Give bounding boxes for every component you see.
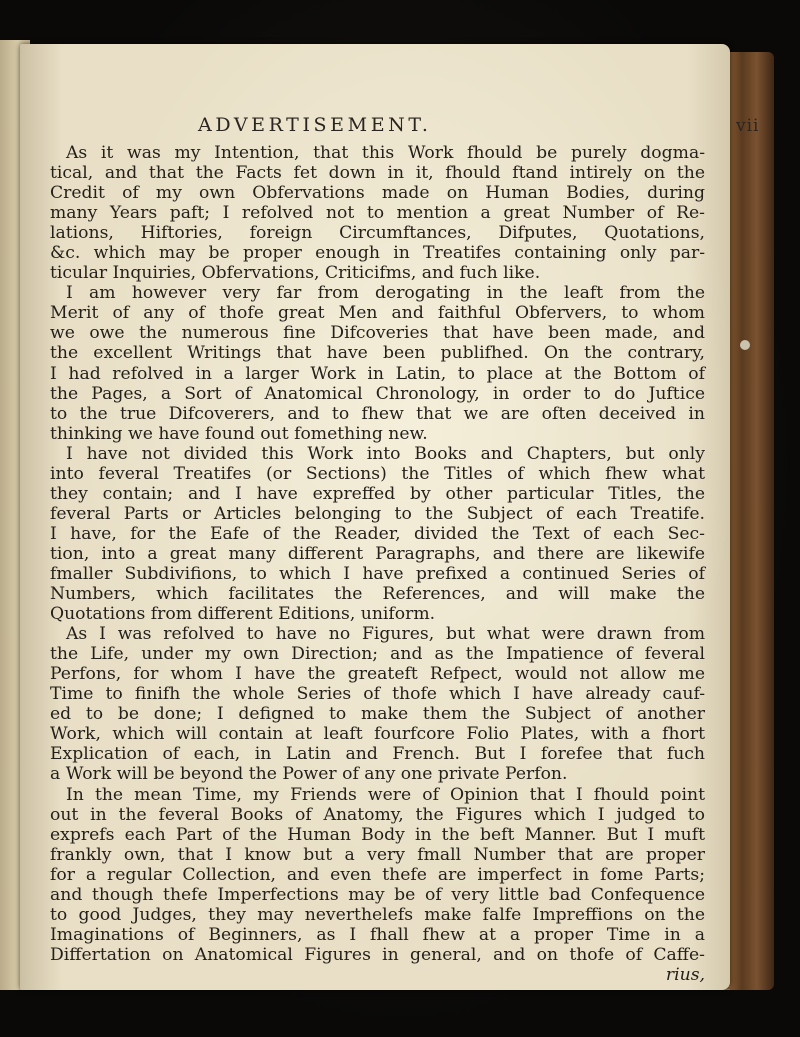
text-line: Perfons, for whom I have the greateft Refpect, would not allow me: [50, 664, 705, 685]
text-line: I have not divided this Work into Books and Chapters, but only: [66, 443, 705, 464]
text-line: to good Judges, they may neverthelefs make falfe Impreffions on the: [50, 904, 705, 925]
text-line: Work, which will contain at leaft fourfcore Folio Plates, with a fhort: [50, 724, 705, 745]
text-line: I had refolved in a larger Work in Latin, to place at the Bottom of: [50, 363, 705, 384]
text-line: the Life, under my own Direction; and as the Impatience of feveral: [50, 644, 705, 665]
text-line: the Pages, a Sort of Anatomical Chronology, in order to do Juftice: [50, 383, 705, 404]
text-line: In the mean Time, my Friends were of Opinion that I fhould point: [66, 784, 705, 805]
text-line: &c. which may be proper enough in Treatifes containing only par-: [50, 243, 705, 264]
text-line: and though thefe Imperfections may be of very little bad Confequence: [50, 884, 705, 905]
text-line: feveral Parts or Articles belonging to the Subject of each Treatife.: [50, 503, 705, 524]
text-line: we owe the numerous fine Difcoveries that have been made, and: [50, 323, 705, 344]
text-line: Differtation on Anatomical Figures in general, and on thofe of Caffe-: [50, 944, 705, 965]
text-line: out in the feveral Books of Anatomy, the Figures which I judged to: [50, 804, 705, 825]
text-line: Merit of any of thofe great Men and faithful Obfervers, to whom: [50, 303, 705, 324]
text-line: Credit of my own Obfervations made on Human Bodies, during: [50, 183, 705, 204]
text-line: thinking we have found out fomething new.: [50, 423, 428, 444]
show-through-mark: [740, 340, 750, 350]
text-line: Numbers, which facilitates the References, and will make the: [50, 584, 705, 605]
text-line: I have, for the Eafe of the Reader, divided the Text of each Sec-: [50, 523, 705, 544]
text-line: fmaller Subdivifions, to which I have prefixed a continued Series of: [50, 563, 705, 584]
text-line: the excellent Writings that have been publifhed. On the contrary,: [50, 343, 705, 364]
text-line: frankly own, that I know but a very fmall Number that are proper: [50, 844, 705, 865]
text-line: Quotations from different Editions, uniform.: [50, 604, 436, 625]
text-line: I am however very far from derogating in the leaft from the: [66, 283, 705, 304]
text-line: a Work will be beyond the Power of any one private Perfon.: [50, 764, 568, 785]
text-line: tical, and that the Facts fet down in it, fhould ftand intirely on the: [50, 163, 705, 184]
text-line: As it was my Intention, that this Work fhould be purely dogma-: [66, 143, 705, 163]
text-line: tion, into a great many different Paragraphs, and there are likewife: [50, 543, 705, 564]
text-line: ticular Inquiries, Obfervations, Criticifms, and fuch like.: [50, 263, 541, 284]
text-line: Imaginations of Beginners, as I fhall fhew at a proper Time in a: [50, 924, 705, 945]
text-line: As I was refolved to have no Figures, but what were drawn from: [66, 624, 705, 645]
page-header: [170, 114, 770, 140]
page-number: vii: [736, 116, 760, 136]
text-line: ed to be done; I defigned to make them the Subject of another: [50, 704, 705, 725]
body-text: [50, 143, 705, 985]
text-line: Time to finifh the whole Series of thofe which I have already cauf-: [50, 684, 705, 705]
text-line: exprefs each Part of the Human Body in the beft Manner. But I muft: [50, 824, 705, 845]
text-line: into feveral Treatifes (or Sections) the Titles of which fhew what: [50, 463, 705, 484]
catchword: rius,: [665, 964, 705, 985]
running-title: ADVERTISEMENT.: [198, 114, 432, 136]
text-line: to the true Difcoverers, and to fhew that we are often deceived in: [50, 403, 705, 424]
text-line: many Years paft; I refolved not to mention a great Number of Re-: [50, 203, 705, 224]
text-line: for a regular Collection, and even thefe are imperfect in fome Parts;: [50, 864, 705, 885]
text-line: lations, Hiftories, foreign Circumftances, Difputes, Quotations,: [50, 223, 705, 244]
text-line: Explication of each, in Latin and French. But I forefee that fuch: [50, 744, 705, 765]
text-line: they contain; and I have expreffed by other particular Titles, the: [50, 483, 705, 504]
